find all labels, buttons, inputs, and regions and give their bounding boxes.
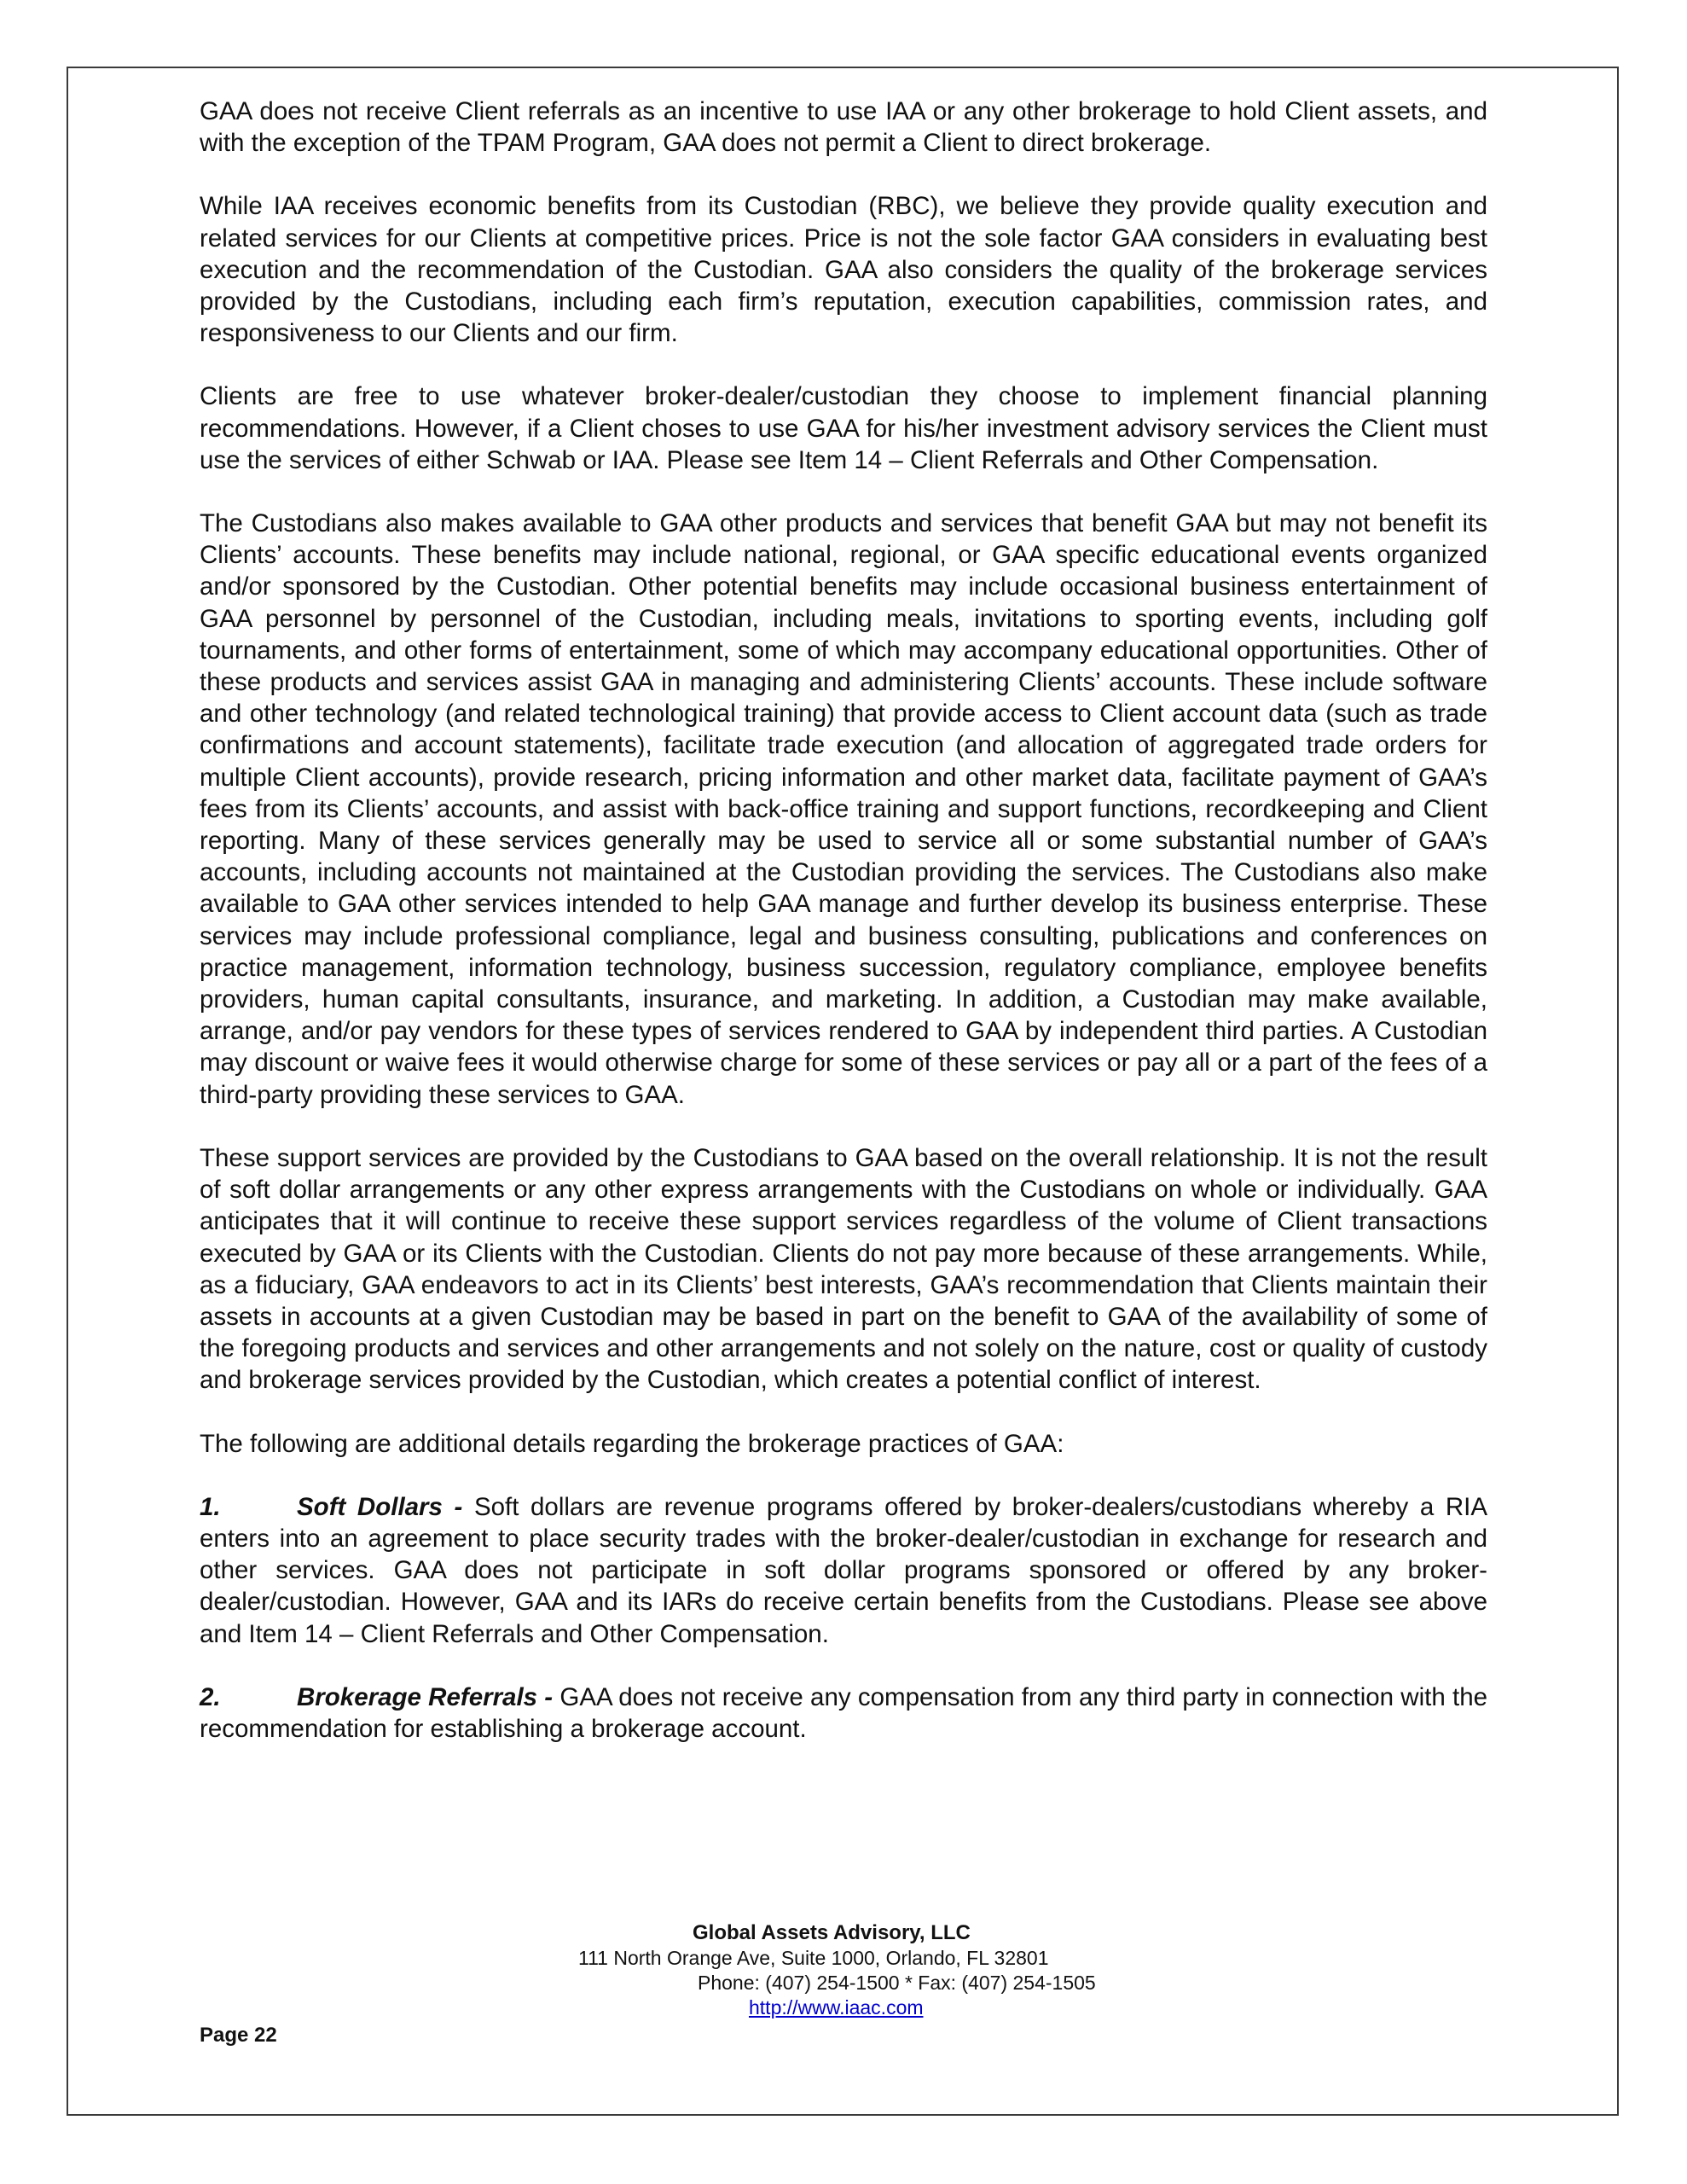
- paragraph-additional-details: The following are additional details regarding the brokerage practices of GAA:: [200, 1429, 1064, 1458]
- page-number: Page 22: [200, 2024, 277, 2047]
- paragraph-custodian-products: The Custodians also makes available to GAA other products and services that benefit GAA but may not benefit its Clients’ accounts. These benefits may include national, regional, or GAA specific educational events organized and/or sponsored by the Custodian. Other potential benefits may include occasional business entertainment of GAA personnel by personnel of the Custodian, including meals, invitations to sporting events, including golf tournaments, and other forms of entertainment, some of which may accompany educational opportunities. Other of these products and services assist GAA in managing and administering Clients’ accounts. These include software and other technology (and related technological training) that provide access to Client account data (such as trade confirmations and account statements), facilitate trade execution (and allocation of aggregated trade orders for multiple Client accounts), provide research, pricing information and other market data, facilitate payment of GAA’s fees from its Clients’ accounts, and assist with back-office training and support functions, recordkeeping and Client reporting. Many of these services generally may be used to service all or some substantial number of GAA’s accounts, including accounts not maintained at the Custodian providing the services. The Custodians also make available to GAA other services intended to help GAA manage and further develop its business enterprise. These services may include professional compliance, legal and business consulting, publications and conferences on practice management, information technology, business succession, regulatory compliance, employee benefits providers, human capital consultants, insurance, and marketing. In addition, a Custodian may make available, arrange, and/or pay vendors for these types of services rendered to GAA by independent third parties. A Custodian may discount or waive fees it would otherwise charge for some of these services or pay all or a part of the fees of a third-party providing these services to GAA.: [200, 509, 1487, 1109]
- item-term: Soft Dollars -: [297, 1492, 463, 1521]
- paragraph-referrals: GAA does not receive Client referrals as an incentive to use IAA or any other brokerage to hold Client assets, and with the exception of the TPAM Program, GAA does not permit a Client to direct brokerage.: [200, 97, 1487, 158]
- footer-phone: Phone: (407) 254-1500 * Fax: (407) 254-1505: [698, 1972, 1096, 1994]
- footer-company: Global Assets Advisory, LLC: [693, 1921, 971, 1944]
- footer-website-link[interactable]: http://www.iaac.com: [749, 1996, 924, 2018]
- paragraph-support-services: These support services are provided by the Custodians to GAA based on the overall relationship. It is not the result of soft dollar arrangements or any other express arrangements with the Custodians on whole or individually. GAA anticipates that it will continue to receive these support services regardless of the volume of Client transactions executed by GAA or its Clients with the Custodian. Clients do not pay more because of these arrangements. While, as a fiduciary, GAA endeavors to act in its Clients’ best interests, GAA’s recommendation that Clients maintain their assets in accounts at a given Custodian may be based in part on the benefit to GAA of the availability of some of the foregoing products and services and other arrangements and not solely on the nature, cost or quality of custody and brokerage services provided by the Custodian, which creates a potential conflict of interest.: [200, 1143, 1487, 1395]
- item-number: 2.: [200, 1682, 221, 1711]
- footer-address: 111 North Orange Ave, Suite 1000, Orlando, FL 32801: [578, 1947, 1049, 1969]
- paragraph-economic-benefits: While IAA receives economic benefits from its Custodian (RBC), we believe they provide quality execution and related services for our Clients at competitive prices. Price is not the sole factor GAA considers in evaluating best execution and the recommendation of the Custodian. GAA also considers the quality of the brokerage services provided by the Custodians, including each firm’s reputation, execution capabilities, commission rates, and responsiveness to our Clients and our firm.: [200, 192, 1487, 348]
- item-term: Brokerage Referrals -: [297, 1682, 554, 1711]
- item-text: Soft dollars are revenue programs offered by broker-dealers/custodians whereby a RIA enters into an agreement to place security trades with the broker-dealer/custodian in exchange for research and other services. GAA does not participate in soft dollar programs sponsored or offered by any broker-dealer/custodian. However, GAA and its IARs do receive certain benefits from the Custodians. Please see above and Item 14 – Client Referrals and Other Compensation.: [200, 1492, 1487, 1648]
- list-item-soft-dollars: [200, 1491, 1487, 1650]
- document-body: [200, 96, 1487, 1776]
- item-number: 1.: [200, 1492, 221, 1521]
- list-item-brokerage-referrals: [200, 1682, 1487, 1745]
- paragraph-client-choice: Clients are free to use whatever broker-dealer/custodian they choose to implement financial planning recommendations. However, if a Client choses to use GAA for his/her investment advisory services the Client must use the services of either Schwab or IAA. Please see Item 14 – Client Referrals and Other Compensation.: [200, 382, 1487, 474]
- item-text: GAA does not receive any compensation from any third party in connection with the recommendation for establishing a brokerage account.: [200, 1682, 1488, 1743]
